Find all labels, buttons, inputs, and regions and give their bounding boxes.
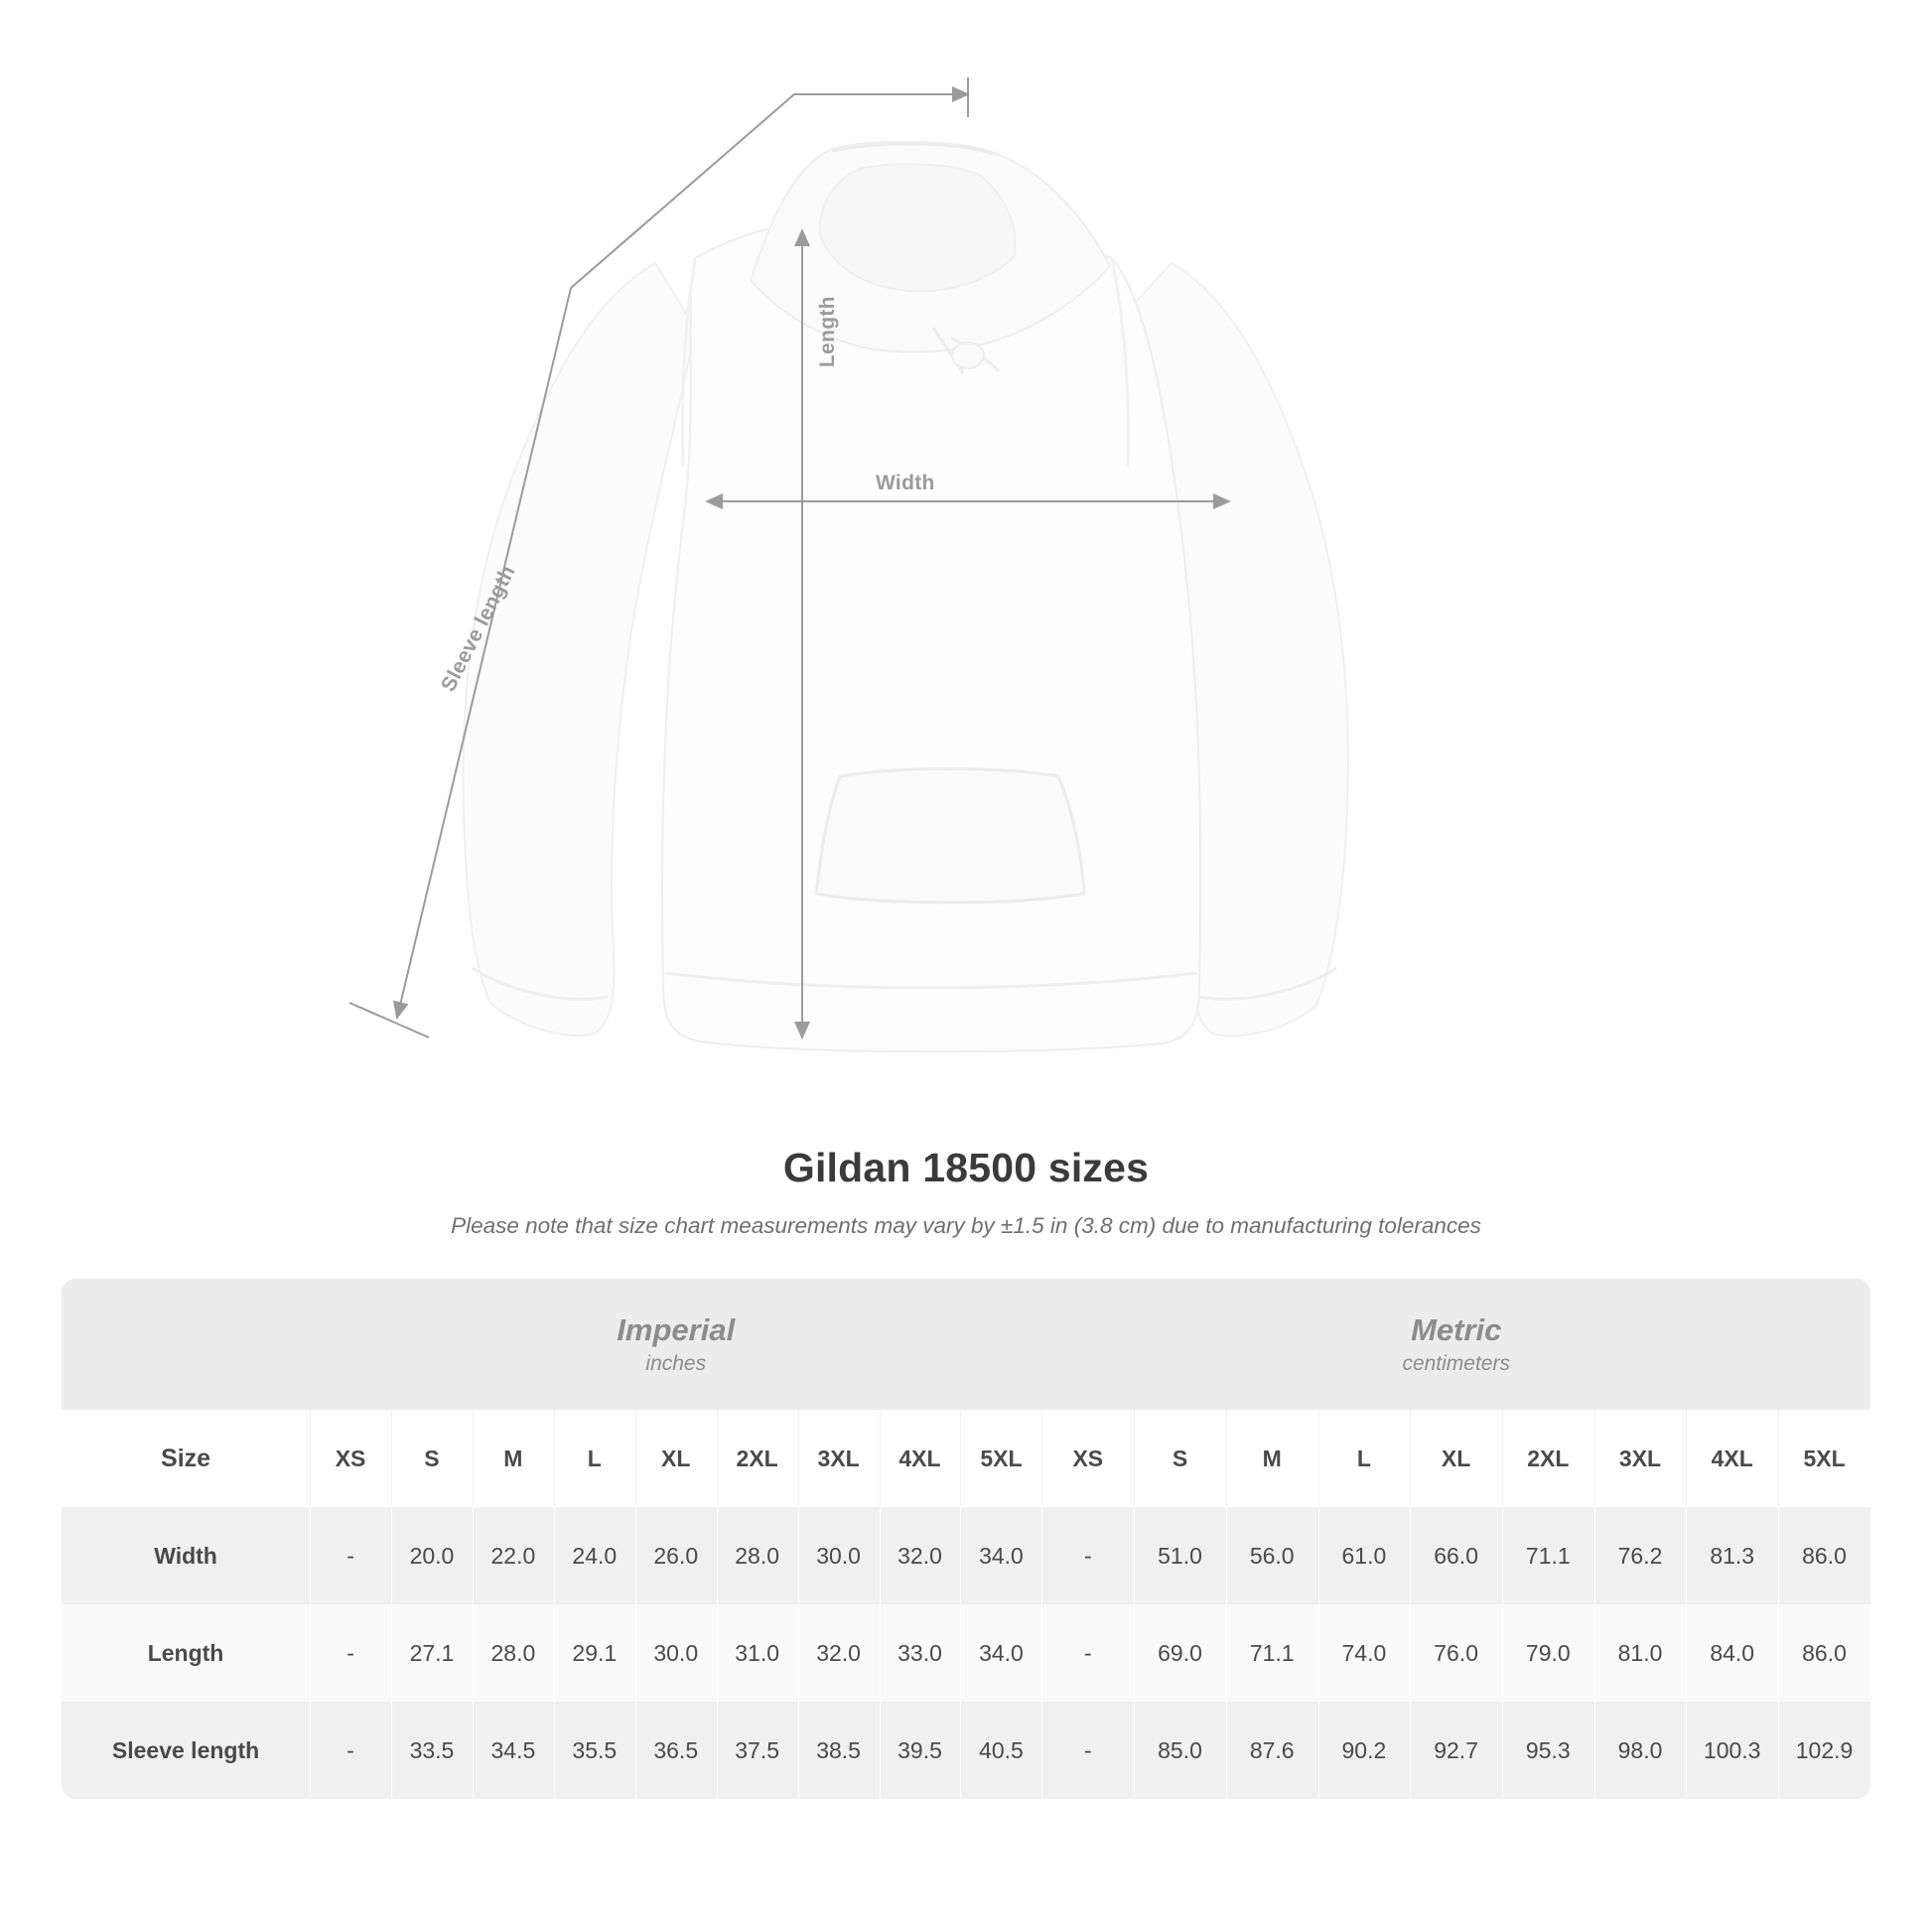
page-title: Gildan 18500 sizes [782, 1145, 1150, 1190]
row-label-length: Length [62, 1604, 310, 1702]
header-imperial-xs: XS [310, 1410, 391, 1507]
header-metric-xs: XS [1041, 1410, 1134, 1507]
length-imperial-l: 29.1 [554, 1604, 635, 1702]
row-label-width: Width [62, 1507, 310, 1604]
metric-unit-cell [1041, 1279, 1870, 1410]
header-imperial-3xl: 3XL [798, 1410, 880, 1507]
header-imperial-4xl: 4XL [880, 1410, 961, 1507]
metric-unit-sub: centimeters [1402, 1352, 1510, 1376]
metric-unit-name: Metric [1411, 1311, 1502, 1347]
width-metric-2xl: 71.1 [1502, 1507, 1594, 1604]
header-metric-s: S [1134, 1410, 1226, 1507]
header-imperial-l: L [554, 1410, 635, 1507]
hoodie-shape [463, 142, 1347, 1052]
length-imperial-4xl: 33.0 [880, 1604, 961, 1702]
header-metric-l: L [1318, 1410, 1411, 1507]
sleeve-imperial-xl: 36.5 [635, 1702, 717, 1799]
table-row [62, 1702, 1870, 1799]
imperial-unit-cell [310, 1279, 1041, 1410]
header-metric-2xl: 2XL [1502, 1410, 1594, 1507]
table-row [62, 1604, 1870, 1702]
sleeve-metric-m: 87.6 [1226, 1702, 1318, 1799]
width-imperial-l: 24.0 [554, 1507, 635, 1604]
width-metric-xl: 66.0 [1410, 1507, 1502, 1604]
length-metric-xs: - [1041, 1604, 1134, 1702]
length-label: Length [816, 296, 839, 367]
length-imperial-xl: 30.0 [635, 1604, 717, 1702]
width-imperial-4xl: 32.0 [880, 1507, 961, 1604]
width-imperial-2xl: 28.0 [717, 1507, 798, 1604]
row-label-sleeve-length: Sleeve length [62, 1702, 310, 1799]
sleeve-metric-l: 90.2 [1318, 1702, 1411, 1799]
imperial-unit-name: Imperial [617, 1311, 736, 1347]
width-imperial-3xl: 30.0 [798, 1507, 880, 1604]
tolerance-note: Please note that size chart measurements may vary by ±1.5 in (3.8 cm) due to manufacturing tolerances [451, 1213, 1481, 1238]
width-metric-3xl: 76.2 [1594, 1507, 1687, 1604]
length-metric-s: 69.0 [1134, 1604, 1226, 1702]
imperial-unit-sub: inches [645, 1352, 707, 1376]
length-metric-3xl: 81.0 [1594, 1604, 1687, 1702]
sleeve-metric-2xl: 95.3 [1502, 1702, 1594, 1799]
length-metric-m: 71.1 [1226, 1604, 1318, 1702]
header-imperial-2xl: 2XL [717, 1410, 798, 1507]
sleeve-imperial-4xl: 39.5 [880, 1702, 961, 1799]
sleeve-metric-3xl: 98.0 [1594, 1702, 1687, 1799]
length-imperial-m: 28.0 [473, 1604, 554, 1702]
header-imperial-s: S [391, 1410, 473, 1507]
width-metric-s: 51.0 [1134, 1507, 1226, 1604]
sleeve-imperial-m: 34.5 [473, 1702, 554, 1799]
header-metric-5xl: 5XL [1778, 1410, 1870, 1507]
width-imperial-xs: - [310, 1507, 391, 1604]
sleeve-metric-xs: - [1041, 1702, 1134, 1799]
header-metric-3xl: 3XL [1594, 1410, 1687, 1507]
sleeve-imperial-l: 35.5 [554, 1702, 635, 1799]
length-metric-l: 74.0 [1318, 1604, 1411, 1702]
sleeve-metric-4xl: 100.3 [1686, 1702, 1778, 1799]
length-metric-xl: 76.0 [1410, 1604, 1502, 1702]
size-header-label: Size [62, 1410, 310, 1507]
header-imperial-xl: XL [635, 1410, 717, 1507]
header-imperial-m: M [473, 1410, 554, 1507]
length-imperial-3xl: 32.0 [798, 1604, 880, 1702]
length-imperial-5xl: 34.0 [960, 1604, 1041, 1702]
size-table [62, 1279, 1870, 1799]
size-table-wrapper [62, 1279, 1870, 1799]
header-metric-m: M [1226, 1410, 1318, 1507]
width-metric-xs: - [1041, 1507, 1134, 1604]
width-label: Width [876, 472, 935, 494]
sleeve-metric-s: 85.0 [1134, 1702, 1226, 1799]
width-metric-5xl: 86.0 [1778, 1507, 1870, 1604]
sleeve-imperial-5xl: 40.5 [960, 1702, 1041, 1799]
length-imperial-2xl: 31.0 [717, 1604, 798, 1702]
sleeve-imperial-2xl: 37.5 [717, 1702, 798, 1799]
title-block [0, 1145, 1932, 1239]
unit-spacer [62, 1279, 310, 1410]
header-imperial-5xl: 5XL [960, 1410, 1041, 1507]
sleeve-imperial-3xl: 38.5 [798, 1702, 880, 1799]
width-metric-m: 56.0 [1226, 1507, 1318, 1604]
header-metric-4xl: 4XL [1686, 1410, 1778, 1507]
length-metric-2xl: 79.0 [1502, 1604, 1594, 1702]
length-metric-5xl: 86.0 [1778, 1604, 1870, 1702]
length-metric-4xl: 84.0 [1686, 1604, 1778, 1702]
sleeve-imperial-s: 33.5 [391, 1702, 473, 1799]
unit-header-row [62, 1279, 1870, 1410]
header-metric-xl: XL [1410, 1410, 1502, 1507]
table-row [62, 1507, 1870, 1604]
width-imperial-s: 20.0 [391, 1507, 473, 1604]
width-imperial-m: 22.0 [473, 1507, 554, 1604]
size-header-row [62, 1410, 1870, 1507]
length-imperial-xs: - [310, 1604, 391, 1702]
width-metric-4xl: 81.3 [1686, 1507, 1778, 1604]
sleeve-metric-5xl: 102.9 [1778, 1702, 1870, 1799]
sleeve-imperial-xs: - [310, 1702, 391, 1799]
length-imperial-s: 27.1 [391, 1604, 473, 1702]
width-imperial-5xl: 34.0 [960, 1507, 1041, 1604]
width-metric-l: 61.0 [1318, 1507, 1411, 1604]
width-imperial-xl: 26.0 [635, 1507, 717, 1604]
sleeve-length-label: Sleeve length [437, 561, 520, 696]
sleeve-metric-xl: 92.7 [1410, 1702, 1502, 1799]
